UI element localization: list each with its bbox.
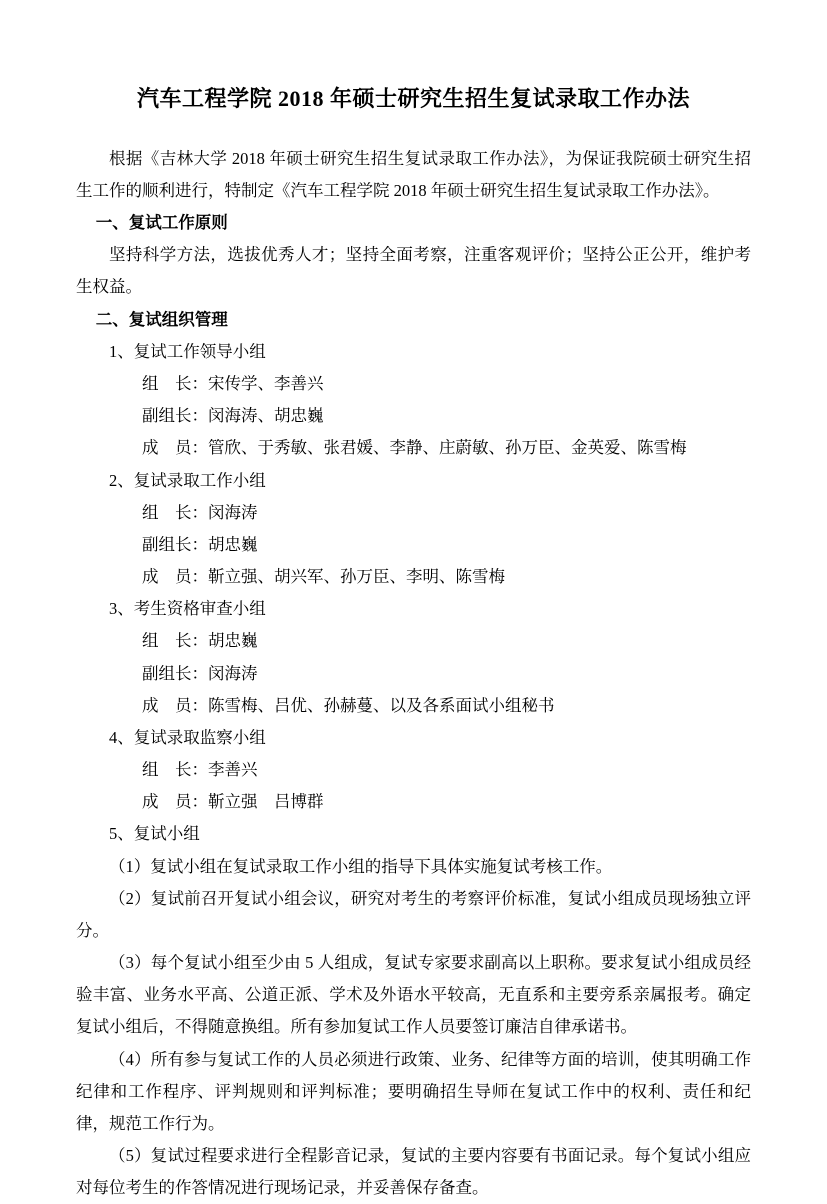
- principles-paragraph: 坚持科学方法，选拔优秀人才；坚持全面考察，注重客观评价；坚持公正公开，维护考生权益。: [76, 245, 751, 297]
- role-line: [76, 754, 751, 786]
- role-label: 成 员：: [142, 567, 208, 587]
- section-heading-principles: 一、复试工作原则: [95, 213, 228, 233]
- intro-paragraph: 根据《吉林大学 2018 年硕士研究生招生复试录取工作办法》，为保证我院硕士研究生招生工作的顺利进行，特制定《汽车工程学院 2018 年硕士研究生招生复试录取工作办法》。: [76, 148, 751, 200]
- role-names: 闵海涛: [208, 663, 258, 683]
- group-title: 2、复试录取工作小组: [109, 470, 266, 490]
- role-label: 副组长：: [142, 406, 208, 426]
- role-line: [76, 690, 751, 722]
- role-line: [76, 529, 751, 561]
- role-line: [76, 625, 751, 657]
- role-names: 陈雪梅、吕优、孙赫蔓、以及各系面试小组秘书: [208, 695, 555, 715]
- role-names: 宋传学、李善兴: [208, 374, 324, 393]
- role-names: 胡忠巍: [208, 534, 258, 554]
- role-names: 靳立强 吕博群: [208, 792, 324, 812]
- group-title: 4、复试录取监察小组: [109, 727, 266, 747]
- role-names: 靳立强、胡兴军、孙万臣、李明、陈雪梅: [208, 567, 505, 587]
- role-names: 闵海涛: [208, 502, 258, 522]
- role-names: 胡忠巍: [208, 631, 258, 651]
- role-line: [76, 432, 751, 464]
- group-item: （2）复试前召开复试小组会议，研究对考生的考察评价标准，复试小组成员现场独立评分。: [76, 888, 751, 940]
- role-label: 组 长：: [142, 631, 208, 651]
- group-supervision: [76, 722, 751, 819]
- section-heading-organization: 二、复试组织管理: [95, 309, 228, 329]
- role-label: 成 员：: [142, 695, 208, 715]
- group-interview-panels: [76, 818, 751, 1204]
- group-admission-work: [76, 465, 751, 594]
- group-leadership: [76, 336, 751, 465]
- group-title: 3、考生资格审查小组: [109, 599, 266, 619]
- role-label: 成 员：: [142, 792, 208, 812]
- role-line: [76, 786, 751, 818]
- role-names: 管欣、于秀敏、张君媛、李静、庄蔚敏、孙万臣、金英爱、陈雪梅: [208, 438, 687, 458]
- group-title: 1、复试工作领导小组: [109, 341, 266, 361]
- role-names: 闵海涛、胡忠巍: [208, 406, 324, 426]
- group-title: 5、复试小组: [109, 824, 200, 844]
- role-label: 组 长：: [142, 760, 208, 780]
- role-line: [76, 400, 751, 432]
- role-line: [76, 368, 751, 400]
- page-title: 汽车工程学院 2018 年硕士研究生招生复试录取工作办法: [136, 86, 690, 111]
- role-label: 成 员：: [142, 438, 208, 458]
- role-line: [76, 497, 751, 529]
- group-item: （1）复试小组在复试录取工作小组的指导下具体实施复试考核工作。: [109, 856, 613, 876]
- role-line: [76, 658, 751, 690]
- role-line: [76, 561, 751, 593]
- role-names: 李善兴: [208, 760, 258, 780]
- group-qualification-review: [76, 593, 751, 722]
- group-item: （5）复试过程要求进行全程影音记录，复试的主要内容要有书面记录。每个复试小组应对每位考生的作答情况进行现场记录，并妥善保存备查。: [76, 1146, 751, 1198]
- role-label: 副组长：: [142, 534, 208, 554]
- role-label: 副组长：: [142, 663, 208, 683]
- group-item: （4）所有参与复试工作的人员必须进行政策、业务、纪律等方面的培训，使其明确工作纪律和工作程序、评判规则和评判标准；要明确招生导师在复试工作中的权利、责任和纪律，规范工作行为。: [76, 1049, 751, 1133]
- role-label: 组 长：: [142, 502, 208, 522]
- role-label: 组 长：: [142, 374, 208, 393]
- group-item: （3）每个复试小组至少由 5 人组成，复试专家要求副高以上职称。要求复试小组成员经验丰富、业务水平高、公道正派、学术及外语水平较高，无直系和主要旁系亲属报考。确定复试小组后，不得随意换组。所有参加复试工作人员要签订廉洁自律承诺书。: [76, 953, 751, 1037]
